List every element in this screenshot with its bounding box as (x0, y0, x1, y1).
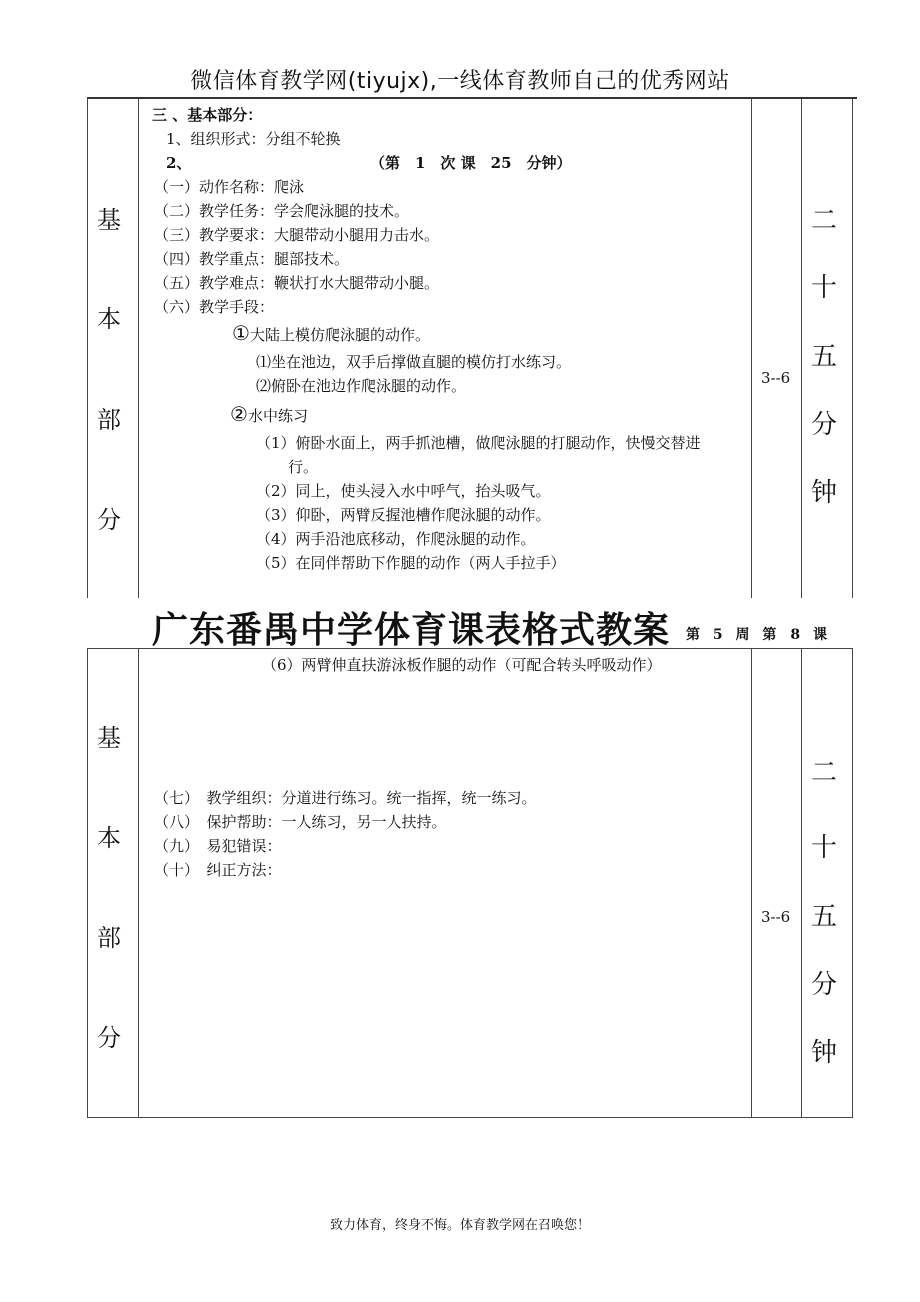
duration-char: 五 (811, 342, 838, 372)
table2-divider-1 (138, 648, 139, 1118)
duration-char: 五 (811, 902, 838, 932)
duration-char: 十 (811, 833, 838, 863)
side-label-char: 部 (97, 924, 121, 952)
land-practice-title: 大陆上模仿爬泳腿的动作。 (249, 326, 430, 344)
lesson-item: （三）教学要求：大腿带动小腿用力击水。 (154, 226, 440, 244)
duration-char: 分 (811, 970, 838, 1000)
lesson-item: （六）教学手段： (154, 298, 275, 316)
lesson-item: （一）动作名称：爬泳 (154, 178, 305, 196)
table1-divider-2 (751, 98, 752, 598)
water-practice-heading (230, 402, 308, 426)
side-label-char: 分 (97, 506, 121, 534)
item-number: 2、 (166, 154, 192, 172)
table1-border-right (852, 98, 853, 598)
practice-step: （1）俯卧水面上，两手抓池槽，做爬泳腿的打腿动作，快慢交替进 (256, 434, 701, 452)
lesson-item: （四）教学重点：腿部技术。 (154, 250, 350, 268)
table2-border-top (87, 648, 852, 649)
duration-char: 二 (811, 758, 838, 788)
duration-char: 钟 (811, 478, 838, 508)
side-label-char: 分 (97, 1024, 121, 1052)
side-label-char: 本 (97, 305, 121, 333)
side-label-char: 部 (97, 406, 121, 434)
duration-char: 十 (811, 273, 838, 303)
header-rule (87, 97, 857, 99)
lesson-item: （五）教学难点：鞭状打水大腿带动小腿。 (154, 274, 440, 292)
duration-char: 分 (811, 410, 838, 440)
water-practice-title: 水中练习 (247, 407, 308, 425)
lesson-item: （九） 易犯错误： (154, 837, 282, 855)
practice-step: ⑴坐在池边，双手后撑做直腿的模仿打水练习。 (256, 353, 572, 371)
land-practice-heading (232, 321, 430, 345)
page-title: 广东番禺中学体育课表格式教案 (152, 610, 671, 651)
table1-divider-1 (138, 98, 139, 598)
practice-step: （2）同上，使头浸入水中呼气，抬头吸气。 (256, 482, 551, 500)
side-label-char: 本 (97, 824, 121, 852)
lesson-info: （第 1 次 课 25 分钟） (370, 154, 572, 172)
table2-divider-3 (801, 648, 802, 1118)
footer-slogan: 致力体育，终身不悔。体育教学网在召唤您！ (329, 1218, 590, 1233)
circled-number: ① (232, 321, 250, 345)
practice-step: （4）两手沿池底移动，作爬泳腿的动作。 (256, 530, 536, 548)
table1-divider-3 (801, 98, 802, 598)
practice-step: ⑵俯卧在池边作爬泳腿的动作。 (256, 377, 467, 395)
lesson-item: （十） 纠正方法： (154, 861, 282, 879)
duration-char: 钟 (811, 1038, 838, 1068)
table1-border-left (87, 98, 88, 598)
practice-step: （5）在同伴帮助下作腿的动作（两人手拉手） (256, 554, 566, 572)
organization-form: 1、组织形式：分组不轮换 (166, 130, 341, 148)
lesson-item: （八） 保护帮助：一人练习，另一人扶持。 (154, 813, 447, 831)
table2-border-left (87, 648, 88, 1118)
duration-char: 二 (811, 206, 838, 236)
repetitions: 3--6 (761, 908, 791, 926)
week-lesson-info: 第 5 周 第 8 课 (686, 627, 827, 643)
lesson-item: （七） 教学组织：分道进行练习。统一指挥，统一练习。 (154, 789, 537, 807)
circled-number: ② (230, 402, 248, 426)
lesson-item: （二）教学任务：学会爬泳腿的技术。 (154, 202, 410, 220)
side-label-char: 基 (97, 724, 121, 752)
practice-step: （3）仰卧，两臂反握池槽作爬泳腿的动作。 (256, 506, 551, 524)
table2-border-right (852, 648, 853, 1118)
site-header: 微信体育教学网(tiyujx),一线体育教师自己的优秀网站 (190, 69, 730, 94)
practice-step: （6）两臂伸直扶游泳板作腿的动作（可配合转头呼吸动作） (262, 656, 662, 674)
section-heading: 三 、基本部分： (152, 106, 263, 124)
table2-border-bottom (87, 1117, 852, 1118)
practice-step-continued: 行。 (288, 458, 319, 476)
repetitions: 3--6 (761, 369, 791, 387)
side-label-char: 基 (97, 206, 121, 234)
table2-divider-2 (751, 648, 752, 1118)
